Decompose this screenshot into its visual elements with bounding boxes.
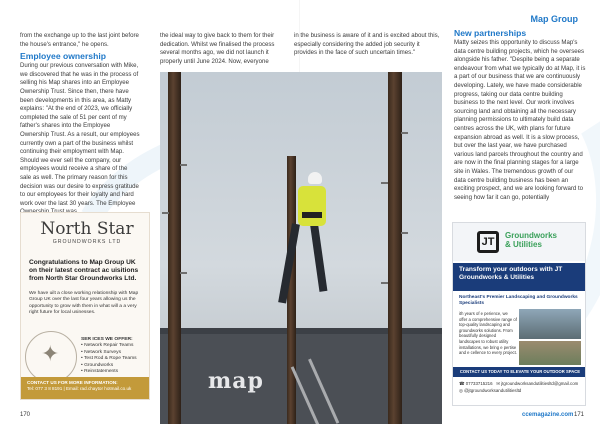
- building-sign: map: [208, 368, 264, 394]
- pole-step: [381, 282, 388, 284]
- jt-groundworks-advert: [452, 222, 586, 406]
- contact-strip: [21, 377, 150, 399]
- service-item: • Test Rod & Rope Teams: [81, 356, 137, 362]
- jt-logo-area: [453, 223, 586, 261]
- service-item: • Reinstatements: [81, 369, 119, 375]
- service-item: • Network Surveys: [81, 349, 122, 355]
- advert-headline: Congratulations to Map Group UK on their latest contract ac uisitions from North Star Groundworks Ltd.: [29, 259, 139, 282]
- jt-logo-mark: JT: [477, 231, 499, 253]
- telecom-pole-photo: [160, 72, 442, 424]
- north-star-logo: North Star: [40, 219, 134, 239]
- page-number-right: 171: [574, 412, 585, 418]
- pole-step: [401, 232, 408, 234]
- paragraph: from the exchange up to the last joint before the house's entrance," he opens.: [20, 32, 139, 48]
- subheading-employee-ownership: Employee ownership: [20, 51, 106, 62]
- service-item: • Groundworks: [81, 362, 114, 368]
- article-column-3: [294, 32, 444, 58]
- jt-body: ith years of e perience, we offer a comprehensive range of top-quality landscaping and groundworks solutions. From beautifully designed landscapes to robust utility installations, we bring e pertise and e cellence to every project.: [459, 311, 517, 356]
- subheading-new-partnerships: New partnerships: [454, 28, 527, 38]
- landscaping-photo: [519, 309, 581, 339]
- service-item: • Network Repair Teams: [81, 343, 134, 349]
- paragraph: in the business is aware of it and is excited about this, especially considering the added job security it provides in the face of such uncertain times.": [294, 32, 440, 57]
- services-list: [81, 337, 147, 375]
- article-column-1: [20, 32, 140, 217]
- pole-step: [381, 182, 388, 184]
- climber-hi-vis-jacket: [298, 186, 326, 226]
- pole-step: [162, 212, 169, 214]
- jt-cta-strip: CONTACT US TODAY TO ELEVATE YOUR OUTDOOR SPACE: [453, 367, 586, 377]
- telegraph-pole: [168, 72, 181, 424]
- pole-step: [401, 132, 408, 134]
- jt-logo-text: Groundworks & Utilities: [505, 231, 558, 249]
- jt-title-band: [453, 263, 586, 291]
- pole-step: [180, 272, 187, 274]
- compass-icon: [25, 331, 77, 383]
- email-icon: ✉: [496, 381, 502, 386]
- jt-contact-list: ☎ 07733715216 ✉ jtgroundworksandutilitiesltd@gmail.com ◎ @jtgroundworksandutilitiesltd: [459, 381, 579, 393]
- climber-helmet: [308, 172, 322, 184]
- jt-subtitle: Northeast's Premier Landscaping and Groundworks Specialists: [459, 295, 578, 306]
- contact-details: Tel: 077 3 8 8191 | Email: rad.chaytor hotmail.co.uk: [27, 386, 132, 391]
- advert-body: We have uilt a close working relationship with Map Group UK over the last four years allowing us the opportunity to grow with them in what will a a very right future for local usinesses.: [29, 291, 139, 316]
- telegraph-pole: [388, 72, 402, 424]
- page-number-left: 170: [20, 412, 31, 418]
- paragraph: During our previous conversation with Mike, we discovered that he was in the process of selling his Map shares into an Employee Ownership Trust. Since then, there have been developments in this area, as Matty explains: "At the end of 2023, we officially completed the sale of 51 per cent of my father's shares into the Employee Ownership Trust. As a result, our employees currently own a part of the business whilst continuing their employment with Map. Should we ever sell the company, our employees would receive a share of the sale as well. The primary reason for this decision was our desire to express gratitude to our employees for their loyalty and hard work over the last 30 years. The Employee: [20, 62, 140, 207]
- services-title: SER ICES WE OFFER:: [81, 337, 133, 342]
- article-column-2: [160, 32, 278, 66]
- section-tag: Map Group: [530, 14, 578, 24]
- phone-icon: ☎: [459, 381, 466, 386]
- paragraph: the ideal way to give back to them for their dedication. Whilst we finalised the process several months ago, we did not launch it properly until June 2024. Now, everyone: [160, 32, 275, 65]
- social-icon: ◎: [459, 387, 465, 393]
- north-star-advert: [20, 212, 150, 400]
- jt-title: Transform your outdoors with JT Groundworks & Utilities: [459, 266, 563, 281]
- climber-harness: [302, 212, 322, 218]
- patio-photo: [519, 341, 581, 365]
- paragraph: Matty seizes this opportunity to discuss Map's data centre building projects, which he oversees alongside his father. "Despite being a separate endeavour from what we typically do at Map, it is a part of our business that we are continuously developing. Lately, we have made considerable progress, taking our data centre building business to the next level. Our work involves sourcing land and obtaining all the necessary planning permissions to ultimately build data centres across the UK, with plans for future expansion abroad as well. It is a slow process, but over the last year, we have purchased various land parcels throughout the country and are now in the final planning stages for a large site in Wales. The tremendous growth of our data centre building business has been an exciting prospect, and we are looking forward to seeing how far it can go, potentially: [454, 39, 586, 201]
- pole-step: [180, 164, 187, 166]
- north-star-logo-subtitle: GROUNDWORKS LTD: [52, 239, 122, 245]
- contact-title: CONTACT US FOR MORE INFORMATION:: [27, 380, 118, 385]
- article-column-4: [454, 26, 586, 202]
- site-url: ccemagazine.com: [522, 412, 574, 418]
